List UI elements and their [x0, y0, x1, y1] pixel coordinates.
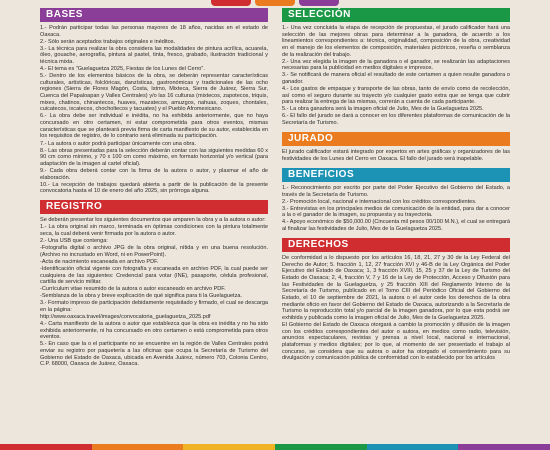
registro-item: -Semblanza de la obra y breve explicación de qué significa para ti la Guelaguetza.: [40, 293, 242, 300]
bases-section: [40, 8, 268, 195]
bases-item: 10.- La recepción de trabajos quedará abierta a partir de la publicación de la presente convocatoria hasta el 10 de enero del año 2025, sin prórroga alguna.: [40, 181, 268, 195]
beneficios-item: 2.- Promoción local, nacional e internacional con los créditos correspondientes.: [282, 198, 477, 205]
deco-stripe: [0, 444, 92, 450]
registro-link[interactable]: http://www.oaxaca.travel/images/convocatoria_guelaguetza_2025.pdf: [40, 314, 211, 321]
bases-item: 6.- La obra debe ser individual e inédita, no ha exhibida anteriormente, que no haya concursado en otro certamen, ni estar comprometida para otros eventos, mismas características que se planteará previa firma de carta manifiesto de su autor, establecida en los requisitos de registro, de lo contrario será eliminada su participación.: [40, 113, 268, 140]
registro-item: -Identificación oficial vigente con fotografía y escaneada en archivo PDF, la cual puede ser cualquiera de las siguientes: Credencial para votar (INE), pasaporte, cédula profesional, cartilla de servicio militar.: [40, 265, 268, 286]
registro-item: 3.- Formato impreso de participación debidamente requisitado y firmado, el cual se descarga en la página:: [40, 300, 268, 313]
derechos-item: De conformidad a lo dispuesto por los artículos 16, 18, 21, 27 y 30 de la Ley Federal del Derecho de Autor; 5. fracción 1, 12, 27 fracción XVI y 46-B de la Ley Orgánica del Poder Ejecutivo del Estado de Oaxaca; 1, 3 fracción XVIII, 15, 25 y 37 de la Ley de Turismo del Estado de Oaxaca; 2, 4, fracción V, 7 y 16 de la Ley de Protección, Acceso y Difusión para las Festividades de la Guelaguetza, y 25 fracción XIII del Reglamento Interno de la Secretaría de Turismo, publicado en el Tomo CIII del Periódico Oficial del Gobierno del Estado, el 10 de septiembre de 2021, la autora o el autor cede los derechos de la obra mediante oficio en favor del Gobierno del Estado de Oaxaca, autorizando a la Secretaría de Turismo la reproducción total y/o parcial de la imagen ganadora, por lo que esta podrá ser exhibida y publicada como la imagen oficial de Julio, Mes de la Guelaguetza 2025.: [282, 255, 510, 321]
jurado-heading: JURADO: [282, 132, 510, 146]
bases-heading: BASES: [40, 8, 268, 22]
bases-item: 2.- Sólo serán aceptados trabajos originales e inéditos.: [40, 38, 176, 45]
bottom-decoration: [0, 444, 550, 450]
beneficios-item: 3.- Entrevistas en los principales medios de comunicación de la entidad, para dar a conocer a la o el ganador de la imagen, su propuesta y su trayectoria.: [282, 205, 510, 219]
seleccion-section: [282, 8, 510, 127]
seleccion-item: 5.- La obra ganadora será la imagen oficial de Julio, Mes de la Guelaguetza 2025.: [282, 106, 484, 113]
registro-section: [40, 200, 268, 368]
seleccion-item: 3.- Se notificará de manera oficial el resultado de este certamen a quien resulte ganadora o ganador.: [282, 72, 510, 86]
bases-item: 5.- Dentro de los elementos básicos de la obra, se deberán representar características culturales, artísticas, folclóricas, danzísticas, gastronómicas y tradicionales de las ocho regiones (Sierra de Flores Magón, Costa, Istmo, Mixteca, Sierra de Juárez, Sierra Sur, Cuenca del Papaloapan y Valles Centrales) y/o las 16 culturas (mixtecos, zapotecos, triquis, mixes, chatinos, chinantecos, huaves, mazatecos, amuzgos, nahuas, zoques, chontales, cuicatecos, ixcatecos, chocholtecos y tacuates) y el Pueblo Afromexicano.: [40, 73, 268, 113]
beneficios-heading: BENEFICIOS: [282, 168, 510, 182]
beneficios-item: 1.- Reconocimiento por escrito por parte del Poder Ejecutivo del Gobierno del Estado, a través de la Secretaría de Turismo.: [282, 184, 510, 198]
registro-item: Se deberán presentar los siguientes documentos que amparen la obra y a la autora o autor:: [40, 217, 266, 224]
beneficios-item: 4.- Apoyo económico de $50,000.00 (Cincuenta mil pesos 00/100 M.N.), el cual se entregará al finalizar las festividades de Julio, Mes de la Guelaguetza 2025.: [282, 219, 510, 232]
right-column: [282, 8, 510, 362]
bases-item: 7.- La autora o autor podrá participar únicamente con una obra.: [40, 140, 197, 147]
jurado-item: El jurado calificador estará integrado por expertos en artes gráficas y organizadores de las festividades de los Lunes del Cerro en Oaxaca. El fallo del jurado será inapelable.: [282, 149, 510, 162]
deco-tab: [255, 0, 295, 6]
registro-item: 5.- En caso que la o el participante no se encuentre en la región de Valles Centrales podrá enviar su registro por paquetería a las oficinas que ocupa la Secretaría de Turismo del Gobierno del Estado de Oaxaca, ubicada en Avenida Juárez, número 703, Colonia Centro, C.P. 68000, Oaxaca de Juárez, Oaxaca.: [40, 341, 268, 368]
registro-item: -Currículum vitae resumido de la autora o autor escaneado en archivo PDF.: [40, 286, 226, 293]
deco-stripe: [367, 444, 459, 450]
registro-item: -Fotografía digital o archivo JPG de la obra original, nítida y en una buena resolución. (Archivo no incrustado en Word, ni en PowerPoint).: [40, 245, 268, 258]
seleccion-item: 1.- Una vez concluida la etapa de recepción de propuestas, el jurado calificador hará una selección de las mejores obras para determinar a la ganadora, de acuerdo a los lineamientos correspondientes a: técnica, originalidad, composición de la obra, creatividad en el manejo de los elementos de composición, materiales pictóricos, reseña o semblanza de la realización del trabajo.: [282, 25, 510, 58]
seleccion-item: 4.- Los gastos de empaque y transporte de las obras, tanto de envío como de recolección, así como el seguro durante su trayecto y/o cualquier gasto extra que se tenga que cubrir para realizar la entrega de las mismas, correrán a cuenta de cada participante.: [282, 86, 510, 106]
derechos-heading: DERECHOS: [282, 238, 510, 252]
bases-item: 8.- Las obras presentadas para la selección deberán contar con las siguientes medidas 60 x 90 cm como mínimo, y 70 x 100 cm como máximo, en formato horizontal y/o vertical (para adaptación de la imagen al cartel oficial).: [40, 147, 268, 167]
registro-item: 2.- Una USB que contenga:: [40, 238, 108, 245]
deco-stripe: [183, 444, 275, 450]
deco-stripe: [458, 444, 550, 450]
seleccion-item: 6.- El fallo del jurado se dará a conocer en los diferentes plataformas de comunicación de la Secretaría de Turismo.: [282, 113, 510, 127]
left-column: [40, 8, 268, 368]
seleccion-heading: SELECCIÓN: [282, 8, 510, 22]
deco-stripe: [275, 444, 367, 450]
jurado-section: [282, 132, 510, 162]
registro-item: 4.- Carta manifiesto de la autora o autor que establezca que la obra es inédita y no ha sido exhibida anteriormente, ni ha concursado en otro certamen o está comprometida para otros eventos.: [40, 321, 268, 341]
derechos-item: El Gobierno del Estado de Oaxaca otorgará a cambio la promoción y difusión de la imagen con los créditos correspondientes del autor o autora, en medios como radio, televisión, anuncios espectaculares, revistas y prensa a nivel local, nacional e internacional, plataformas y medios digitales; por lo que, al momento de ser presentado el trabajo al concurso, se considera que su autora o autor ha otorgado el consentimiento para su divulgación y comunicación pública de conformidad con lo establecido por los artículos: [282, 322, 510, 362]
deco-tab: [211, 0, 251, 6]
deco-tab: [299, 0, 339, 6]
bases-item: 1.- Podrán participar todas las personas mayores de 18 años, nacidas en el estado de Oaxaca.: [40, 25, 268, 38]
deco-stripe: [92, 444, 184, 450]
bases-item: 9.- Cada obra deberá contar con la firma de la autora o autor, y plasmar el año de elaboración.: [40, 167, 268, 181]
registro-heading: REGISTRO: [40, 200, 268, 214]
registro-item: 1.- La obra original sin marco, terminada en óptimas condiciones con la pintura totalmente seca, la cual deberá venir firmada por la autora o autor.: [40, 224, 268, 238]
bases-item: 3.- La técnica para realizar la obra considera las modalidades de pintura acrílica, acuarela, óleo, gouache, aerografía, pintura al pastel, tinta, fresco, grabado, ilustración tradicional y técnica mixta.: [40, 45, 268, 66]
seleccion-item: 2.- Una vez elegida la imagen de la ganadora o el ganador, se realizarán las adaptaciones necesarias para la publicidad en medios digitales e impresos.: [282, 58, 510, 72]
top-decoration: [0, 0, 550, 8]
derechos-section: [282, 238, 510, 362]
beneficios-section: [282, 168, 510, 233]
registro-item: -Acta de nacimiento escaneada en archivo PDF.: [40, 258, 159, 265]
bases-item: 4.- El tema es "Guelaguetza 2025, Fiestas de los Lunes del Cerro".: [40, 66, 205, 73]
